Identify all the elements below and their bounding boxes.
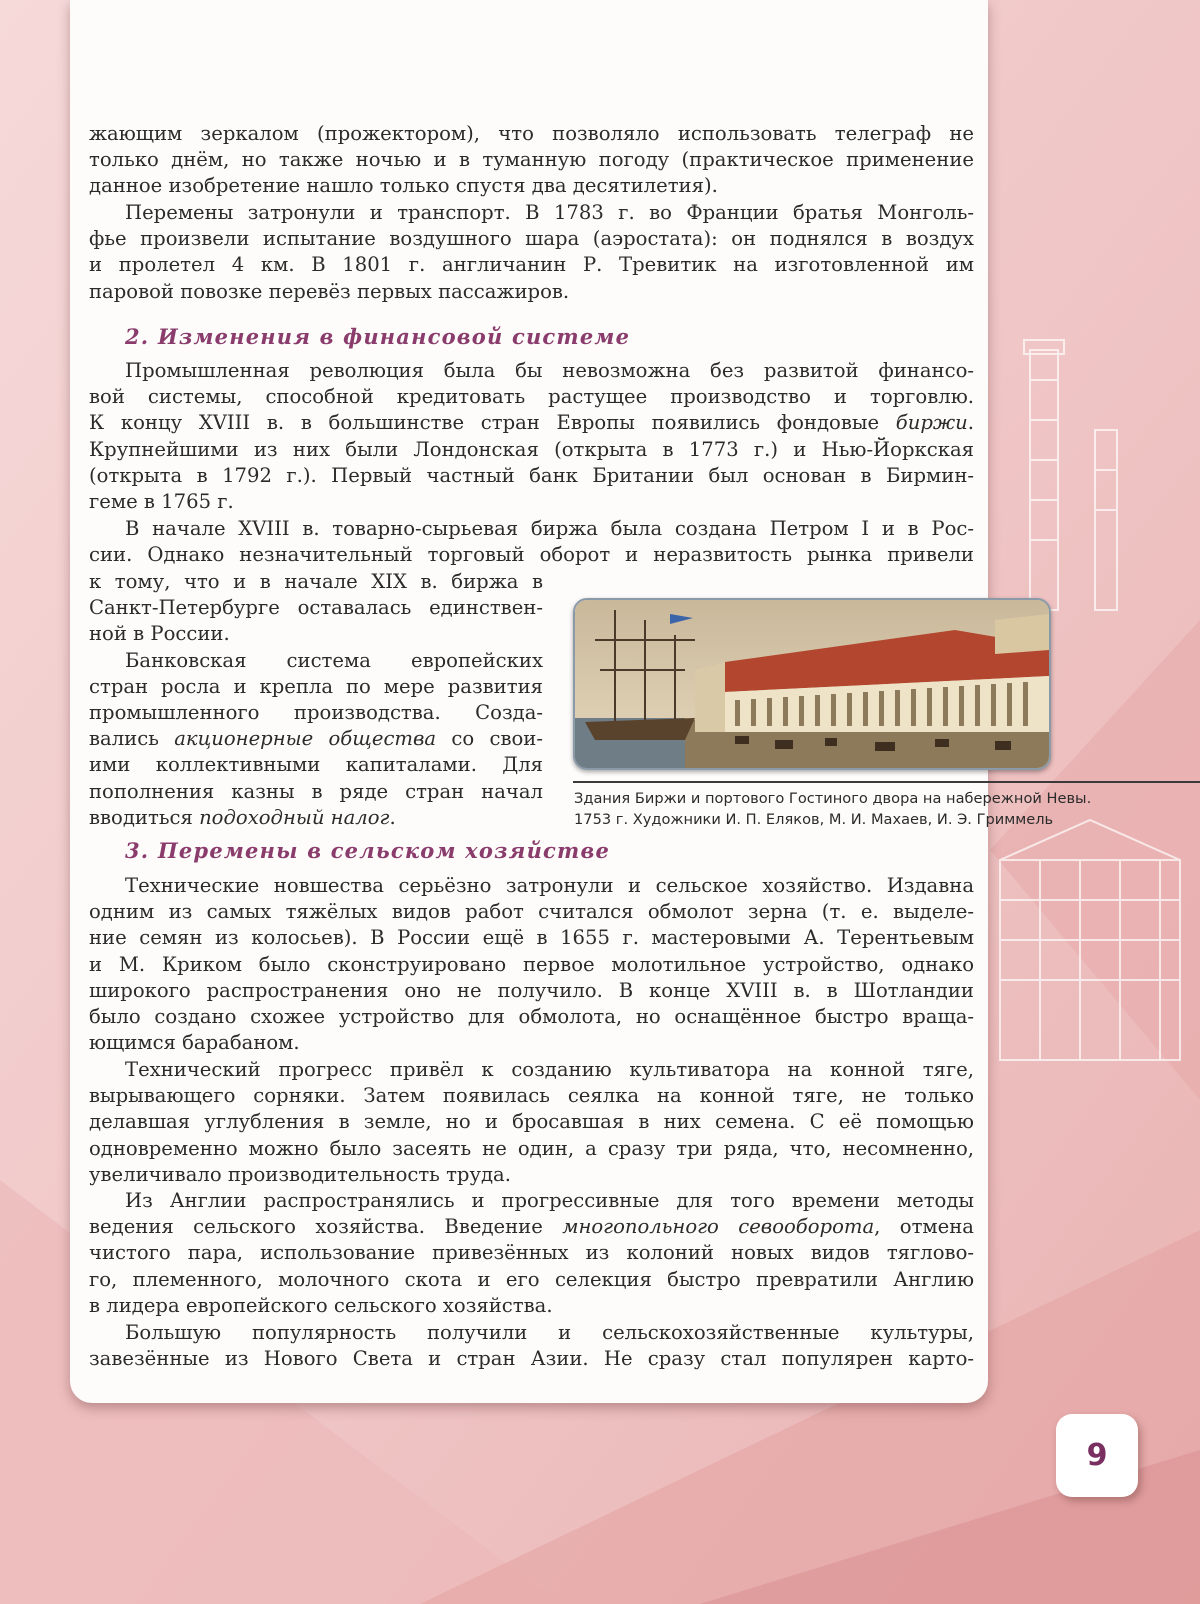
paragraph-banking-narrow: к тому, что и в начале XIX в. биржа в Санкт-Петербурге оставалась единствен- ной в России. Банковская система европейских стран росла и крепла по мере развития промышленного производства. Созда- вались акционерные общества со свои- ими коллективными капиталами. Для пополнения казны в ряде стран начал вводиться подоходный налог. [89,570,543,829]
paragraph-threshing: Технические новшества серьёзно затронули и сельское хозяйство. Издавна одним из самых тяжёлых видов работ считался обмолот зерна (т. е. выделе- ние семян из колосьев). В России ещё в 1655 г. мастеровыми А. Терентьевым и М. Криком было сконструировано первое молотильное устройство, однако широкого распространения оно не получило. В конце XVIII в. в Шотландии было создано схожее устройство для обмолота, но оснащённое быстро враща- ющимся барабаном. [89,874,974,1055]
term-crop-rotation: многопольного севооборота [562,1215,875,1239]
paragraph-cultivator: Технический прогресс привёл к созданию культиватора на конной тяге, вырывающего сорняки. Затем появилась сеялка на конной тяге, не только делавшая углубления в земле, но и бросавшая в них семена. С её помощью одновременно можно было засеять не один, а сразу три ряда, что, несомненно, увеличивало производительность труда. [89,1058,974,1186]
paragraph-telegraph: жающим зеркалом (прожектором), что позволяло использовать телеграф не только днём, но также ночью и в туманную погоду (практическое применение данное изобретение нашло только спустя два десятилетия). [89,122,974,198]
exchange-building-painting [573,598,1051,770]
paragraph-crop-rotation: Из Англии распространялись и прогрессивные для того времени методы ведения сельского хозяйства. Введение многопольного севооборота, отмена чистого пара, использование привезённых из колоний новых видов тяглово- го, племенного, молочного скота и его селекция быстро превратили Англию в лидера европейского сельского хозяйства. [89,1189,974,1317]
paragraph-finance: Промышленная революция была бы невозможна без развитой финансо- вой системы, способной кредитовать растущее производство и торговлю. К концу XVIII в. в большинстве стран Европы появились фондовые биржи. Крупнейшими из них были Лондонская (открыта в 1773 г.) и Нью-Йоркская (открыта в 1792 г.). Первый частный банк Британии был основан в Бирмин- геме в 1765 г. [89,359,974,514]
paragraph-russia-exchange: В начале XVIII в. товарно-сырьевая биржа была создана Петром I и в Рос- сии. Однако незначительный торговый оборот и неразвитость рынка привели [89,517,974,567]
paragraph-transport: Перемены затронули и транспорт. В 1783 г. во Франции братья Монголь- фье произвели испытание воздушного шара (аэростата): он поднялся в воздух и пролетел 4 км. В 1801 г. англичанин Р. Тревитик на изготовленной им паровой повозке перевёз первых пассажиров. [89,201,974,303]
term-birzhi: биржи [895,411,968,435]
section-heading-finance: 2. Изменения в финансовой системе [125,324,631,349]
paragraph-new-crops: Большую популярность получили и сельскохозяйственные культуры, завезённые из Нового Света и стран Азии. Не сразу стал популярен карто- [89,1321,974,1371]
term-joint-stock: акционерные общества [174,727,437,751]
term-income-tax: подоходный налог [199,805,390,829]
page-number: 9 [1056,1414,1138,1497]
section-heading-agriculture: 3. Перемены в сельском хозяйстве [125,838,611,863]
caption-rule [573,781,1200,783]
figure-caption: Здания Биржи и портового Гостиного двора на набережной Невы. 1753 г. Художники И. П. Еляков, М. И. Махаев, И. Э. Гриммель [574,790,1092,828]
